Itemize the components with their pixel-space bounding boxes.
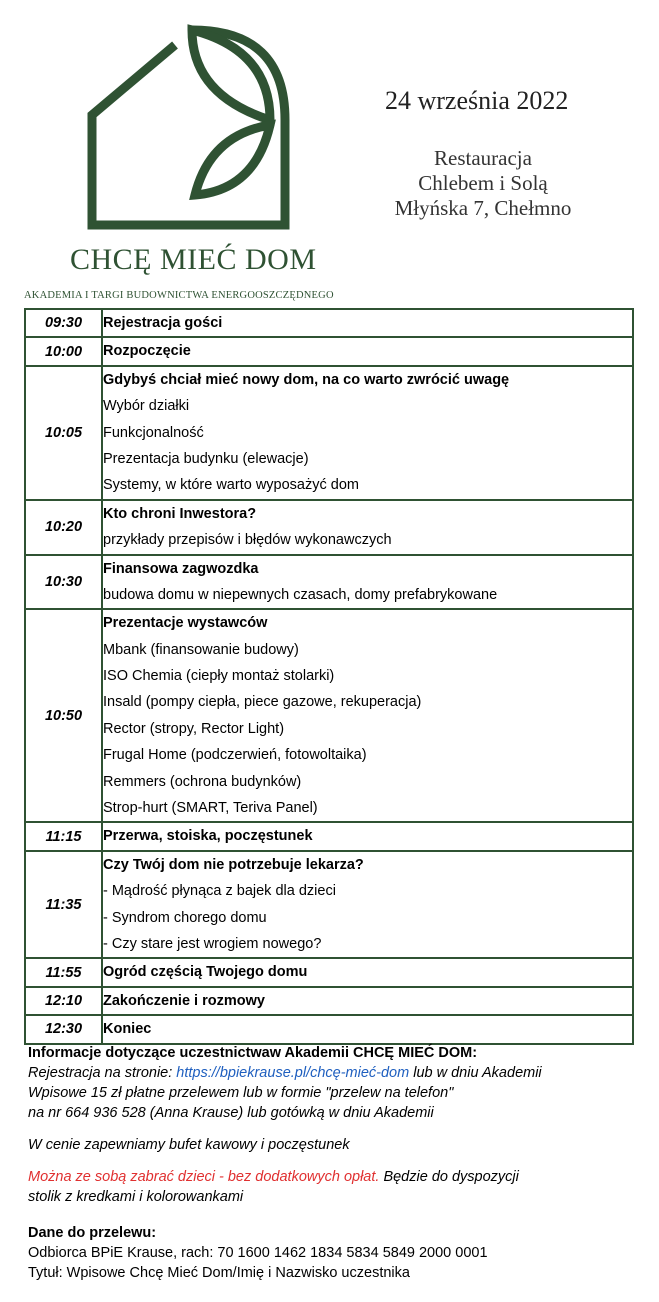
kids-note (28, 1167, 638, 1187)
agenda-subitem: Remmers (ochrona budynków) (103, 773, 302, 790)
agenda-subitem: Prezentacja budynku (elewacje) (103, 450, 309, 467)
agenda-heading: Koniec (103, 1021, 152, 1038)
agenda-time: 10:20 (25, 500, 102, 555)
agenda-row (25, 958, 633, 986)
agenda-subitem: Systemy, w które warto wyposażyć dom (103, 477, 359, 494)
agenda-time: 10:50 (25, 609, 102, 822)
agenda-row (25, 609, 633, 822)
agenda-heading: Rejestracja gości (103, 315, 223, 331)
agenda-row (25, 851, 633, 959)
agenda-subitem: - Syndrom chorego domu (103, 909, 267, 926)
agenda-row (25, 337, 633, 365)
fee-line: Wpisowe 15 zł płatne przelewem lub w formie "przelew na telefon" (28, 1085, 454, 1101)
agenda-time: 09:30 (25, 309, 102, 337)
agenda-heading: Rozpoczęcie (103, 343, 191, 360)
brand-tagline: AKADEMIA I TARGI BUDOWNICTWA ENERGOOSZCZĘDNEGO (24, 290, 334, 301)
agenda-row (25, 500, 633, 555)
agenda-subitem: Funkcjonalność (103, 424, 204, 441)
agenda-row (25, 822, 633, 850)
agenda-row (25, 987, 633, 1015)
agenda-subitem: ISO Chemia (ciepły montaż stolarki) (103, 668, 335, 685)
agenda-subitem: Insald (pompy ciepła, piece gazowe, rekuperacja) (103, 694, 422, 711)
agenda-time: 12:30 (25, 1015, 102, 1043)
venue-line: Chlebem i Solą (418, 171, 548, 195)
transfer-account: Odbiorca BPiE Krause, rach: 70 1600 1462 1834 5834 5849 2000 0001 (28, 1245, 488, 1261)
agenda-row (25, 555, 633, 610)
agenda-heading: Finansowa zagwozdka (103, 560, 259, 577)
agenda-subitem: Strop-hurt (SMART, Teriva Panel) (103, 800, 318, 817)
agenda-heading: Ogród częścią Twojego domu (103, 964, 308, 981)
transfer-title-line: Tytuł: Wpisowe Chcę Mieć Dom/Imię i Nazwisko uczestnika (28, 1265, 410, 1281)
registration-link[interactable]: https://bpiekrause.pl/chcę-mieć-dom (176, 1065, 410, 1081)
agenda-subitem: budowa domu w niepewnych czasach, domy prefabrykowane (103, 586, 498, 603)
agenda-time: 11:55 (25, 958, 102, 986)
agenda-table (24, 308, 634, 1045)
agenda-subitem: - Czy stare jest wrogiem nowego? (103, 935, 322, 952)
agenda-row (25, 366, 633, 500)
buffet-note: W cenie zapewniamy bufet kawowy i poczęstunek (28, 1137, 350, 1153)
agenda-time: 12:10 (25, 987, 102, 1015)
agenda-time: 11:15 (25, 822, 102, 850)
agenda-time: 10:30 (25, 555, 102, 610)
event-venue (368, 146, 598, 221)
kids-note-line2: stolik z kredkami i kolorowankami (28, 1189, 244, 1205)
agenda-content (102, 987, 633, 1015)
event-date: 24 września 2022 (385, 86, 569, 115)
transfer-title: Dane do przelewu: (28, 1225, 157, 1241)
agenda-subitem: Mbank (finansowanie budowy) (103, 641, 299, 658)
agenda-heading: Czy Twój dom nie potrzebuje lekarza? (103, 856, 364, 873)
agenda-content (102, 555, 633, 610)
agenda-time: 10:00 (25, 337, 102, 365)
agenda-heading: Przerwa, stoiska, poczęstunek (103, 828, 313, 845)
registration-line (28, 1063, 638, 1083)
house-leaf-logo-icon (80, 20, 295, 235)
agenda-time: 10:05 (25, 366, 102, 500)
agenda-heading: Zakończenie i rozmowy (103, 992, 265, 1009)
agenda-row (25, 309, 633, 337)
brand-name: CHCĘ MIEĆ DOM (70, 243, 317, 276)
agenda-content (102, 1015, 633, 1043)
agenda-heading: Prezentacje wystawców (103, 615, 268, 632)
agenda-subitem: - Mądrość płynąca z bajek dla dzieci (103, 883, 336, 900)
agenda-content (102, 309, 633, 337)
venue-line: Młyńska 7, Chełmno (394, 196, 572, 220)
agenda-subitem: Frugal Home (podczerwień, fotowoltaika) (103, 747, 367, 764)
agenda-row (25, 1015, 633, 1043)
kids-note-rest: Będzie do dyspozycji (379, 1169, 519, 1185)
agenda-content (102, 958, 633, 986)
fee-line: na nr 664 936 528 (Anna Krause) lub gotówką w dniu Akademii (28, 1105, 434, 1121)
kids-note-highlight: Można ze sobą zabrać dzieci - bez dodatkowych opłat. (28, 1169, 380, 1185)
agenda-heading: Kto chroni Inwestora? (103, 505, 257, 522)
agenda-heading: Gdybyś chciał mieć nowy dom, na co warto zwrócić uwagę (103, 371, 510, 388)
agenda-content (102, 366, 633, 500)
agenda-content (102, 609, 633, 822)
agenda-content (102, 500, 633, 555)
agenda-content (102, 822, 633, 850)
agenda-subitem: przykłady przepisów i błędów wykonawczych (103, 532, 392, 549)
info-title: Informacje dotyczące uczestnictwaw Akademii CHCĘ MIEĆ DOM: (28, 1045, 478, 1061)
registration-suffix: lub w dniu Akademii (409, 1065, 542, 1081)
agenda-content (102, 337, 633, 365)
registration-prefix: Rejestracja na stronie: (28, 1065, 177, 1081)
venue-line: Restauracja (434, 146, 532, 170)
agenda-time: 11:35 (25, 851, 102, 959)
agenda-subitem: Wybór działki (103, 398, 190, 415)
agenda-content (102, 851, 633, 959)
agenda-subitem: Rector (stropy, Rector Light) (103, 720, 285, 737)
info-section (28, 1043, 638, 1283)
